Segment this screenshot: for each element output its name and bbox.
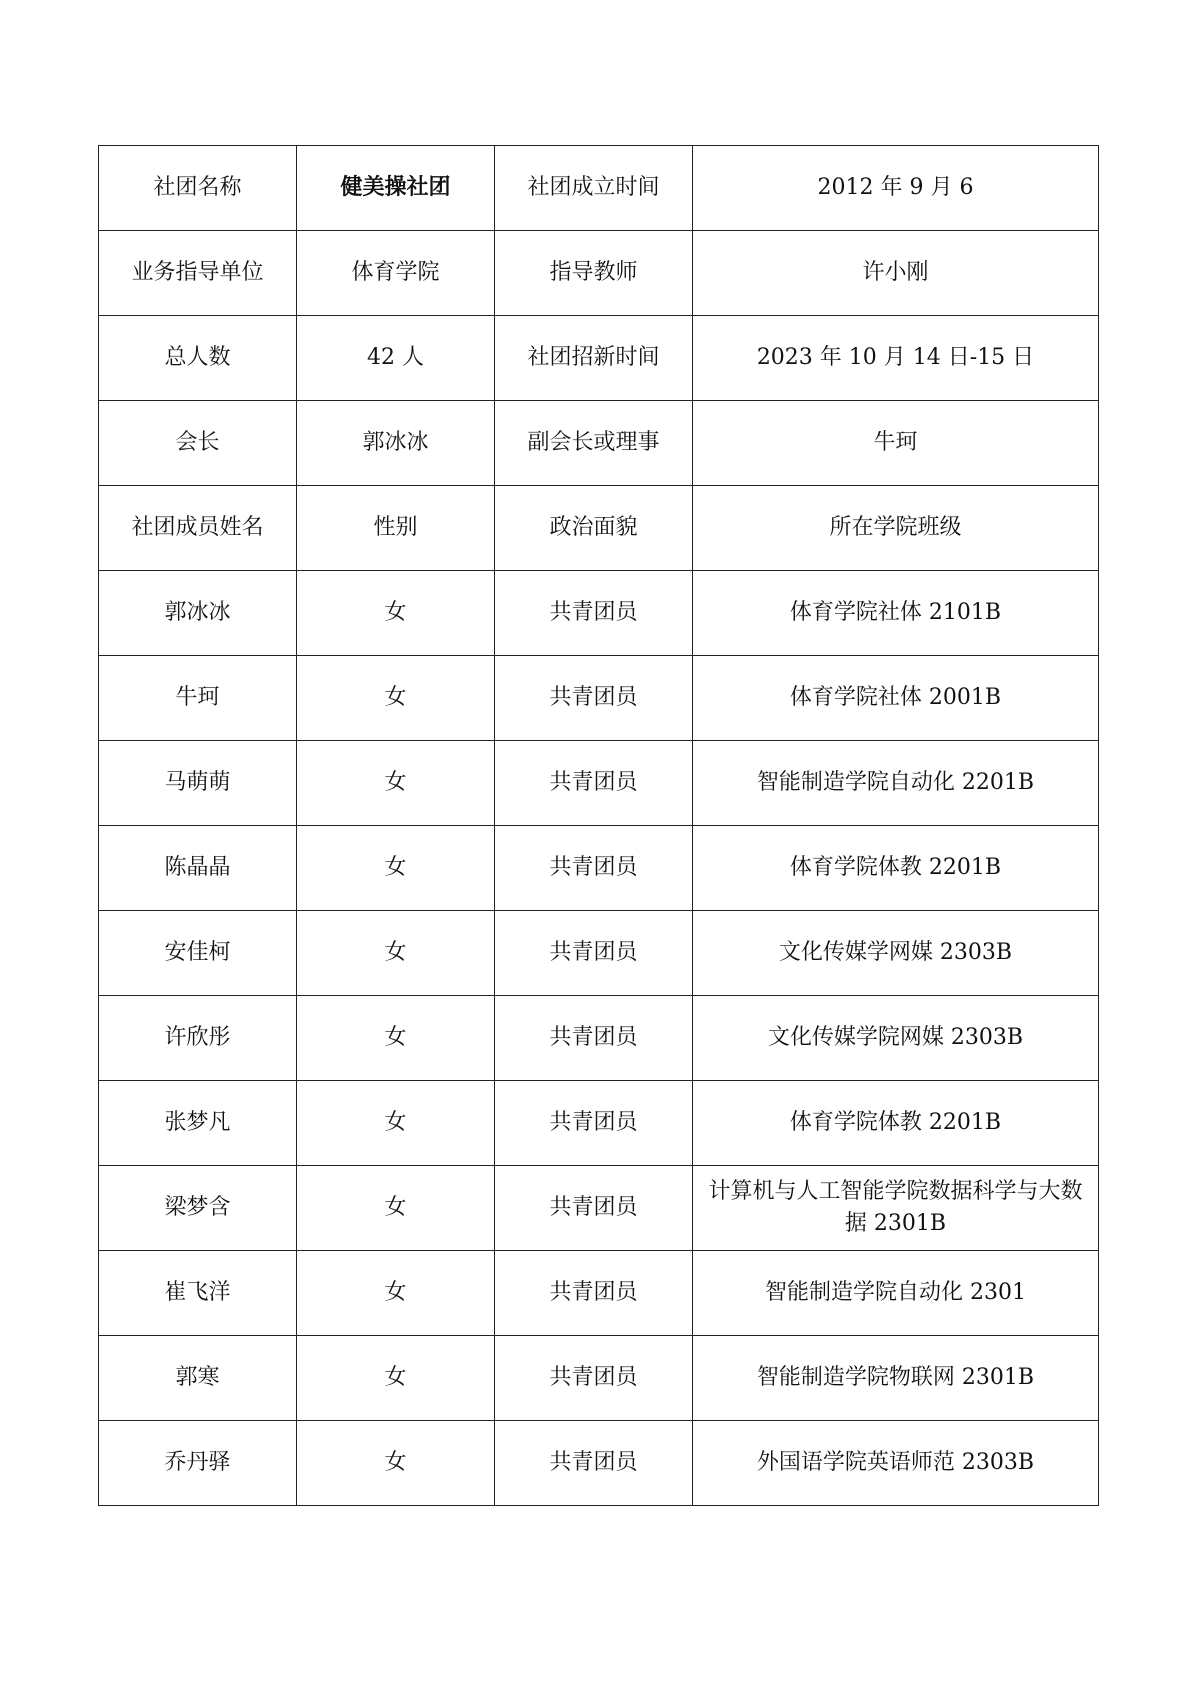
- member-name: 崔飞洋: [99, 1251, 297, 1336]
- vice-value: 牛珂: [693, 401, 1099, 486]
- teacher-value: 许小刚: [693, 231, 1099, 316]
- member-name: 马萌萌: [99, 741, 297, 826]
- member-name: 郭寒: [99, 1336, 297, 1421]
- member-political-status: 共青团员: [495, 1166, 693, 1251]
- member-college-class: 智能制造学院物联网 2301B: [693, 1336, 1099, 1421]
- member-gender: 女: [297, 1336, 495, 1421]
- member-header-row: [99, 486, 1099, 571]
- member-rows: [99, 571, 1099, 1506]
- club-info-body: [99, 146, 1099, 571]
- member-political-status: 共青团员: [495, 1081, 693, 1166]
- member-college-class: 智能制造学院自动化 2301: [693, 1251, 1099, 1336]
- table-row: [99, 1336, 1099, 1421]
- member-name: 张梦凡: [99, 1081, 297, 1166]
- member-college-class: 文化传媒学网媒 2303B: [693, 911, 1099, 996]
- table-row: [99, 1081, 1099, 1166]
- table-row: [99, 1421, 1099, 1506]
- member-political-status: 共青团员: [495, 996, 693, 1081]
- member-gender: 女: [297, 826, 495, 911]
- club-info-table: [98, 145, 1099, 1506]
- member-college-class: 体育学院社体 2101B: [693, 571, 1099, 656]
- member-name: 郭冰冰: [99, 571, 297, 656]
- table-row: [99, 571, 1099, 656]
- table-row: [99, 656, 1099, 741]
- president-label: 会长: [99, 401, 297, 486]
- club-registration-sheet: [98, 145, 1098, 1506]
- member-political-status: 共青团员: [495, 1421, 693, 1506]
- total-value: 42 人: [297, 316, 495, 401]
- table-row: [99, 826, 1099, 911]
- member-college-class: 计算机与人工智能学院数据科学与大数据 2301B: [693, 1166, 1099, 1251]
- member-gender: 女: [297, 1166, 495, 1251]
- founded-value: 2012 年 9 月 6: [693, 146, 1099, 231]
- member-college-class: 智能制造学院自动化 2201B: [693, 741, 1099, 826]
- member-political-status: 共青团员: [495, 1251, 693, 1336]
- member-gender: 女: [297, 1081, 495, 1166]
- member-gender: 女: [297, 656, 495, 741]
- unit-label: 业务指导单位: [99, 231, 297, 316]
- member-gender: 女: [297, 741, 495, 826]
- member-college-class: 文化传媒学院网媒 2303B: [693, 996, 1099, 1081]
- info-row-club-name: [99, 146, 1099, 231]
- club-name-label: 社团名称: [99, 146, 297, 231]
- table-row: [99, 741, 1099, 826]
- header-gender: 性别: [297, 486, 495, 571]
- info-row-unit: [99, 231, 1099, 316]
- member-gender: 女: [297, 996, 495, 1081]
- member-college-class: 体育学院社体 2001B: [693, 656, 1099, 741]
- unit-value: 体育学院: [297, 231, 495, 316]
- member-college-class: 体育学院体教 2201B: [693, 1081, 1099, 1166]
- member-college-class: 外国语学院英语师范 2303B: [693, 1421, 1099, 1506]
- teacher-label: 指导教师: [495, 231, 693, 316]
- member-political-status: 共青团员: [495, 741, 693, 826]
- member-political-status: 共青团员: [495, 1336, 693, 1421]
- member-name: 牛珂: [99, 656, 297, 741]
- recruit-label: 社团招新时间: [495, 316, 693, 401]
- founded-label: 社团成立时间: [495, 146, 693, 231]
- info-row-president: [99, 401, 1099, 486]
- table-row: [99, 1166, 1099, 1251]
- info-row-total: [99, 316, 1099, 401]
- member-name: 安佳柯: [99, 911, 297, 996]
- member-political-status: 共青团员: [495, 911, 693, 996]
- header-status: 政治面貌: [495, 486, 693, 571]
- vice-label: 副会长或理事: [495, 401, 693, 486]
- member-gender: 女: [297, 911, 495, 996]
- member-gender: 女: [297, 1421, 495, 1506]
- member-name: 乔丹驿: [99, 1421, 297, 1506]
- table-row: [99, 911, 1099, 996]
- member-college-class: 体育学院体教 2201B: [693, 826, 1099, 911]
- president-value: 郭冰冰: [297, 401, 495, 486]
- table-row: [99, 996, 1099, 1081]
- member-name: 梁梦含: [99, 1166, 297, 1251]
- header-name: 社团成员姓名: [99, 486, 297, 571]
- member-political-status: 共青团员: [495, 571, 693, 656]
- member-political-status: 共青团员: [495, 826, 693, 911]
- member-political-status: 共青团员: [495, 656, 693, 741]
- recruit-value: 2023 年 10 月 14 日-15 日: [693, 316, 1099, 401]
- member-gender: 女: [297, 1251, 495, 1336]
- member-name: 陈晶晶: [99, 826, 297, 911]
- member-gender: 女: [297, 571, 495, 656]
- member-name: 许欣彤: [99, 996, 297, 1081]
- club-name-value: 健美操社团: [297, 146, 495, 231]
- total-label: 总人数: [99, 316, 297, 401]
- table-row: [99, 1251, 1099, 1336]
- header-class: 所在学院班级: [693, 486, 1099, 571]
